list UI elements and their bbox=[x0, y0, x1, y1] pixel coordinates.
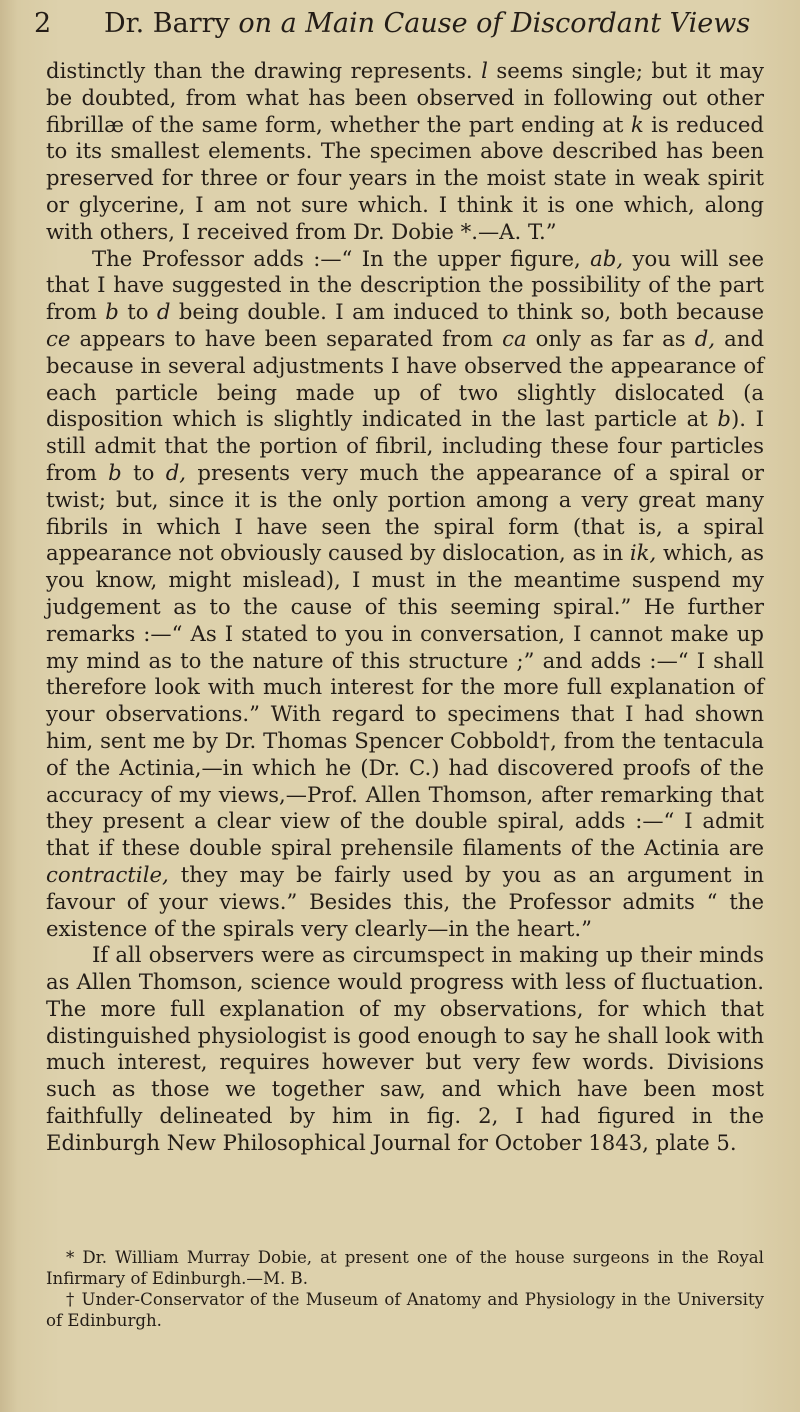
text-segment: and because in several adjustments I have observed the appearance of each particle being made up of two slightly dislocated (a disposition which is slightly indicated in the last particle at bbox=[46, 325, 765, 432]
text-segment: ). I still admit that the portion of fibril, including these four particles from bbox=[46, 406, 764, 485]
italic-text-segment: l bbox=[481, 58, 488, 83]
text-segment: appears to have been separated from bbox=[70, 325, 503, 351]
paragraph-1 bbox=[46, 58, 764, 246]
footnote-dobie: * Dr. William Murray Dobie, at present one of the house surgeons in the Royal Infirmary of Edinburgh.—M. B. bbox=[46, 1248, 764, 1288]
text-segment: they may be fairly used by you as an argument in favour of your views.” Besides this, the Professor admits “ the existence of the spirals very clearly—in the heart.” bbox=[46, 861, 764, 941]
running-head-title bbox=[104, 8, 750, 39]
running-header bbox=[34, 8, 780, 48]
page-number: 2 bbox=[34, 8, 52, 39]
italic-text-segment: b bbox=[717, 406, 731, 432]
paragraph-3 bbox=[46, 942, 764, 1156]
italic-text-segment: ce bbox=[46, 325, 71, 351]
text-segment: The Professor adds :—“ In the upper figure, bbox=[92, 245, 591, 271]
italic-text-segment: ik, bbox=[629, 540, 657, 566]
italic-text-segment: b bbox=[105, 299, 119, 325]
text-segment: distinctly than the drawing represents. bbox=[46, 58, 482, 83]
paragraph-2 bbox=[46, 246, 764, 943]
footnote-cobbold: † Under-Conservator of the Museum of Anatomy and Physiology in the University of Edinburgh. bbox=[46, 1290, 764, 1330]
italic-text-segment: d bbox=[156, 299, 171, 325]
italic-text-segment: ab, bbox=[590, 245, 624, 271]
italic-text-segment: b bbox=[108, 459, 122, 485]
italic-text-segment: d, bbox=[694, 325, 716, 351]
running-head-author: Dr. Barry bbox=[104, 8, 230, 39]
text-segment: presents very much the appearance of a spiral or twist; but, since it is the only portion among a very great many fibrils in which I have seen the spiral form (that is, a spiral appearance not obviously caused by dislocation, as in bbox=[46, 459, 764, 566]
text-segment: seems single; but it may be doubted, from what has been observed in following out other fibrillæ of the same form, whether the part ending at bbox=[46, 58, 764, 137]
text-segment: to bbox=[118, 299, 157, 325]
text-segment: being double. I am induced to think so, both because bbox=[170, 299, 764, 325]
text-segment: you will see that I have suggested in the description the possibility of the part from bbox=[46, 245, 765, 325]
text-segment: is reduced to its smallest elements. The specimen above described has been preserved for three or four years in the moist state in weak spirit or glycerine, I am not sure which. I think it is one which, along with others, I received from Dr. Dobie *.—A. T.” bbox=[46, 111, 764, 244]
running-head-italic-title: on a Main Cause of Discordant Views bbox=[238, 8, 751, 39]
text-segment: If all observers were as circumspect in making up their minds as Allen Thomson, science would progress with less of fluctuation. The more full explanation of my observations, for which that distinguished physiologist is good enough to say he shall look with much interest, requires however but very few words. Divisions such as those we together saw, and which have been most faithfully delineated by him in fig. 2, I had figured in the Edinburgh New Philosophical Journal for October 1843, plate 5. bbox=[46, 942, 764, 1155]
text-segment: which, as you know, might mislead), I must in the meantime suspend my judgement as to the cause of this seeming spiral.” He further remarks :—“ As I stated to you in conversation, I cannot make up my mind as to the nature of this structure ;” and adds :—“ I shall therefore look with much interest for the more full explanation of your observations.” With regard to specimens that I had shown him, sent me by Dr. Thomas Spencer Cobbold†, from the tentacula of the Actinia,—in which he (Dr. C.) had discovered proofs of the accuracy of my views,—Prof. Allen Thomson, after remarking that they present a clear view of the double spiral, adds :—“ I admit that if these double spiral prehensile filaments of the Actinia are bbox=[46, 540, 765, 861]
text-segment: only as far as bbox=[526, 325, 695, 351]
italic-text-segment: ca bbox=[502, 325, 527, 351]
body-text bbox=[46, 58, 764, 1157]
italic-text-segment: k bbox=[630, 111, 644, 137]
text-segment: to bbox=[121, 459, 166, 485]
italic-text-segment: d, bbox=[165, 459, 187, 485]
italic-text-segment: contractile, bbox=[46, 861, 169, 887]
footnotes bbox=[46, 1247, 764, 1331]
